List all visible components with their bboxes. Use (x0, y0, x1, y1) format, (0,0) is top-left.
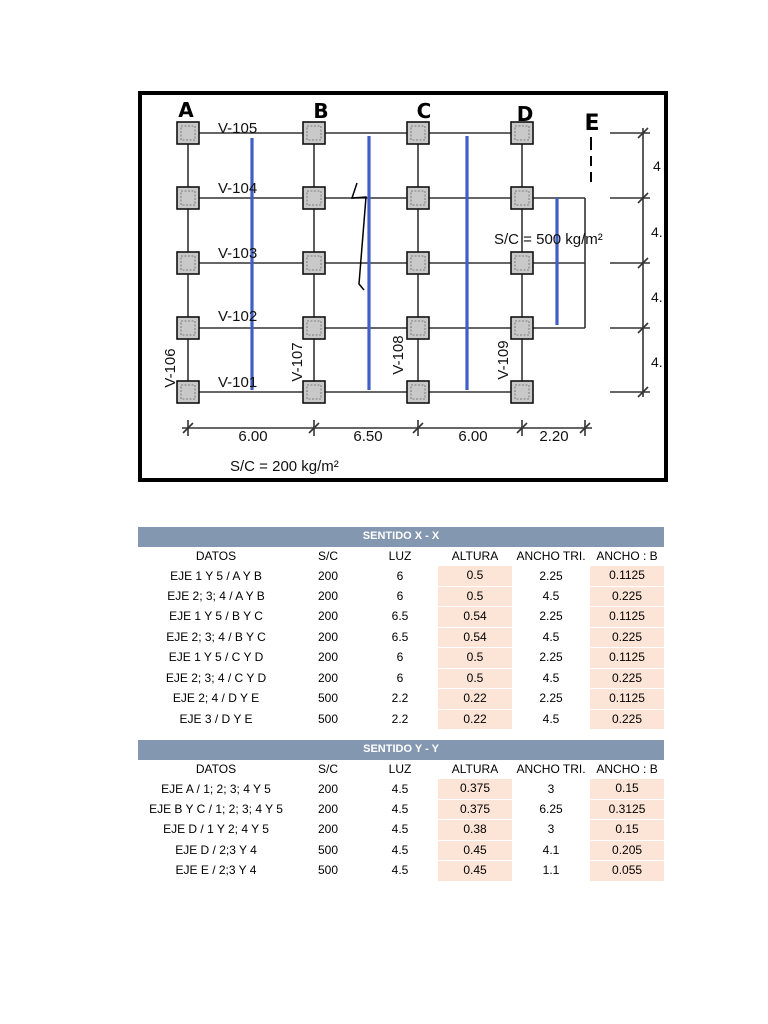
column-header-sc: S/C (317, 548, 338, 563)
cell-datos: EJE 3 / D Y E (179, 711, 253, 726)
column-header-ancho-tri: ANCHO TRI. (516, 548, 586, 563)
table-row (138, 779, 664, 799)
load-label-top: S/C = 500 kg/m² (494, 231, 603, 248)
cell-ancho-tri: 4.5 (542, 588, 560, 603)
span-label-bc: 6.50 (353, 428, 383, 445)
table-row (138, 799, 664, 820)
axis-label-b: B (313, 99, 329, 123)
cell-datos: EJE E / 2;3 Y 4 (175, 863, 257, 877)
cell-sc: 200 (317, 650, 339, 665)
table-header-row (138, 760, 664, 780)
column (407, 122, 429, 144)
cell-ancho-b: 0.15 (590, 820, 664, 841)
column (511, 317, 533, 339)
cell-sc: 200 (317, 801, 339, 816)
cell-luz: 4.5 (391, 781, 409, 796)
cell-ancho-b: 0.225 (590, 627, 664, 648)
cell-ancho-tri: 6.25 (539, 801, 563, 816)
cell-altura: 0.22 (438, 689, 512, 710)
column (303, 122, 325, 144)
cell-luz: 6 (396, 670, 404, 685)
beam-label-v106: V-106 (162, 348, 179, 388)
cell-ancho-b: 0.205 (590, 840, 664, 861)
span-label-cd: 6.00 (458, 428, 488, 445)
cell-datos: EJE B Y C / 1; 2; 3; 4 Y 5 (149, 801, 283, 816)
cell-ancho-tri: 4.5 (542, 670, 560, 685)
table-row (138, 566, 664, 586)
axis-label-a: A (178, 98, 194, 122)
table-row (138, 627, 664, 648)
column (177, 187, 199, 209)
cell-sc: 500 (317, 842, 339, 857)
cell-ancho-b: 0.3125 (590, 799, 664, 820)
table-row (138, 648, 664, 669)
column (303, 381, 325, 403)
cell-ancho-tri: 2.25 (539, 691, 563, 706)
cell-datos: EJE D / 2;3 Y 4 (175, 842, 257, 857)
table-row (138, 586, 664, 607)
cell-sc: 500 (317, 863, 339, 877)
table-row (138, 607, 664, 628)
cell-sc: 200 (317, 609, 339, 624)
cell-luz: 6.5 (391, 629, 409, 644)
cell-ancho-tri: 4.1 (542, 842, 560, 857)
column (407, 381, 429, 403)
axis-label-d: D (516, 102, 534, 126)
column (407, 187, 429, 209)
cell-sc: 200 (317, 670, 339, 685)
right-dim-2: 4. (651, 224, 663, 240)
column (407, 317, 429, 339)
cell-luz: 4.5 (391, 801, 409, 816)
cell-altura: 0.375 (438, 799, 512, 820)
table-row (138, 820, 664, 841)
column (511, 187, 533, 209)
column-header-ancho-b: ANCHO : B (596, 761, 658, 776)
span-label-ab: 6.00 (238, 428, 268, 445)
column-header-datos: DATOS (195, 761, 237, 776)
table-row (138, 668, 664, 689)
cell-luz: 4.5 (391, 842, 409, 857)
beam-label-v109: V-109 (495, 340, 512, 380)
cell-luz: 6 (396, 588, 404, 603)
table-sentido-y (138, 740, 664, 881)
beam-label-v101: V-101 (218, 374, 258, 391)
column (511, 381, 533, 403)
cell-luz: 6.5 (391, 609, 409, 624)
cell-altura: 0.5 (438, 566, 512, 586)
cell-ancho-tri: 2.25 (539, 609, 563, 624)
cell-ancho-b: 0.1125 (590, 566, 664, 586)
cell-luz: 6 (396, 568, 404, 583)
beam-label-v103: V-103 (218, 245, 258, 262)
cell-ancho-tri: 1.1 (542, 863, 560, 877)
column (303, 252, 325, 274)
cell-luz: 2.2 (391, 711, 409, 726)
cell-datos: EJE 2; 3; 4 / A Y B (167, 588, 265, 603)
right-dim-4: 4. (651, 354, 663, 370)
beam-label-v108: V-108 (390, 335, 407, 375)
cell-datos: EJE D / 1 Y 2; 4 Y 5 (163, 822, 269, 837)
cell-datos: EJE A / 1; 2; 3; 4 Y 5 (161, 781, 271, 796)
table-title: SENTIDO Y - Y (138, 740, 664, 760)
structural-plan (0, 0, 768, 500)
column (511, 252, 533, 274)
cell-altura: 0.38 (438, 820, 512, 841)
right-dim-1: 4 (653, 158, 661, 174)
cell-altura: 0.5 (438, 668, 512, 689)
cell-datos: EJE 2; 3; 4 / C Y D (165, 670, 267, 685)
cell-ancho-b: 0.055 (590, 861, 664, 881)
column-header-ancho-b: ANCHO : B (596, 548, 658, 563)
cell-ancho-b: 0.225 (590, 709, 664, 729)
column-header-luz: LUZ (388, 761, 412, 776)
beam-label-v105: V-105 (218, 120, 258, 137)
column-header-sc: S/C (317, 761, 338, 776)
column-header-altura: ALTURA (451, 548, 499, 563)
table-title: SENTIDO X - X (138, 527, 664, 547)
cell-ancho-b: 0.1125 (590, 689, 664, 710)
cell-luz: 4.5 (391, 822, 409, 837)
column-header-altura: ALTURA (451, 761, 499, 776)
cell-ancho-b: 0.1125 (590, 607, 664, 628)
cell-ancho-b: 0.225 (590, 668, 664, 689)
cell-altura: 0.5 (438, 586, 512, 607)
cell-ancho-b: 0.225 (590, 586, 664, 607)
cell-altura: 0.5 (438, 648, 512, 669)
cell-sc: 500 (317, 691, 339, 706)
table-title-row (138, 527, 664, 547)
cell-ancho-b: 0.1125 (590, 648, 664, 669)
column (177, 381, 199, 403)
cell-altura: 0.375 (438, 779, 512, 799)
table-title-row (138, 740, 664, 760)
cell-altura: 0.22 (438, 709, 512, 729)
cell-altura: 0.54 (438, 627, 512, 648)
cell-altura: 0.54 (438, 607, 512, 628)
column (303, 317, 325, 339)
load-label-bottom: S/C = 200 kg/m² (230, 458, 339, 475)
cell-ancho-tri: 4.5 (542, 629, 560, 644)
beam-label-v102: V-102 (218, 308, 258, 325)
plan-frame (140, 93, 666, 480)
column-header-ancho-tri: ANCHO TRI. (516, 761, 586, 776)
cell-ancho-tri: 3 (547, 822, 555, 837)
cell-luz: 6 (396, 650, 404, 665)
table-row (138, 709, 664, 729)
right-dim-3: 4. (651, 289, 663, 305)
column (407, 252, 429, 274)
cell-datos: EJE 2; 3; 4 / B Y C (166, 629, 266, 644)
cell-altura: 0.45 (438, 861, 512, 881)
cell-datos: EJE 1 Y 5 / B Y C (169, 609, 263, 624)
column-header-luz: LUZ (388, 548, 412, 563)
axis-label-c: C (416, 99, 432, 123)
cell-ancho-tri: 4.5 (542, 711, 560, 726)
column (303, 187, 325, 209)
cell-sc: 200 (317, 822, 339, 837)
cell-sc: 200 (317, 588, 339, 603)
cell-ancho-tri: 2.25 (539, 650, 563, 665)
table-row (138, 689, 664, 710)
cell-sc: 200 (317, 781, 339, 796)
column (177, 317, 199, 339)
cell-luz: 2.2 (391, 691, 409, 706)
cell-datos: EJE 2; 4 / D Y E (172, 691, 260, 706)
column (177, 122, 199, 144)
cell-ancho-tri: 2.25 (539, 568, 563, 583)
cell-sc: 200 (317, 629, 339, 644)
cell-sc: 500 (317, 711, 339, 726)
cell-altura: 0.45 (438, 840, 512, 861)
beam-label-v104: V-104 (218, 180, 258, 197)
table-row (138, 861, 664, 881)
cell-ancho-tri: 3 (547, 781, 555, 796)
cell-ancho-b: 0.15 (590, 779, 664, 799)
cell-datos: EJE 1 Y 5 / A Y B (170, 568, 262, 583)
table-header-row (138, 547, 664, 567)
span-label-de: 2.20 (539, 428, 569, 445)
table-sentido-x (138, 527, 664, 729)
cell-sc: 200 (317, 568, 339, 583)
column (177, 252, 199, 274)
column-header-datos: DATOS (195, 548, 237, 563)
table-row (138, 840, 664, 861)
cell-datos: EJE 1 Y 5 / C Y D (168, 650, 264, 665)
axis-label-e: E (584, 111, 600, 136)
cell-luz: 4.5 (391, 863, 409, 877)
beam-label-v107: V-107 (289, 342, 306, 382)
